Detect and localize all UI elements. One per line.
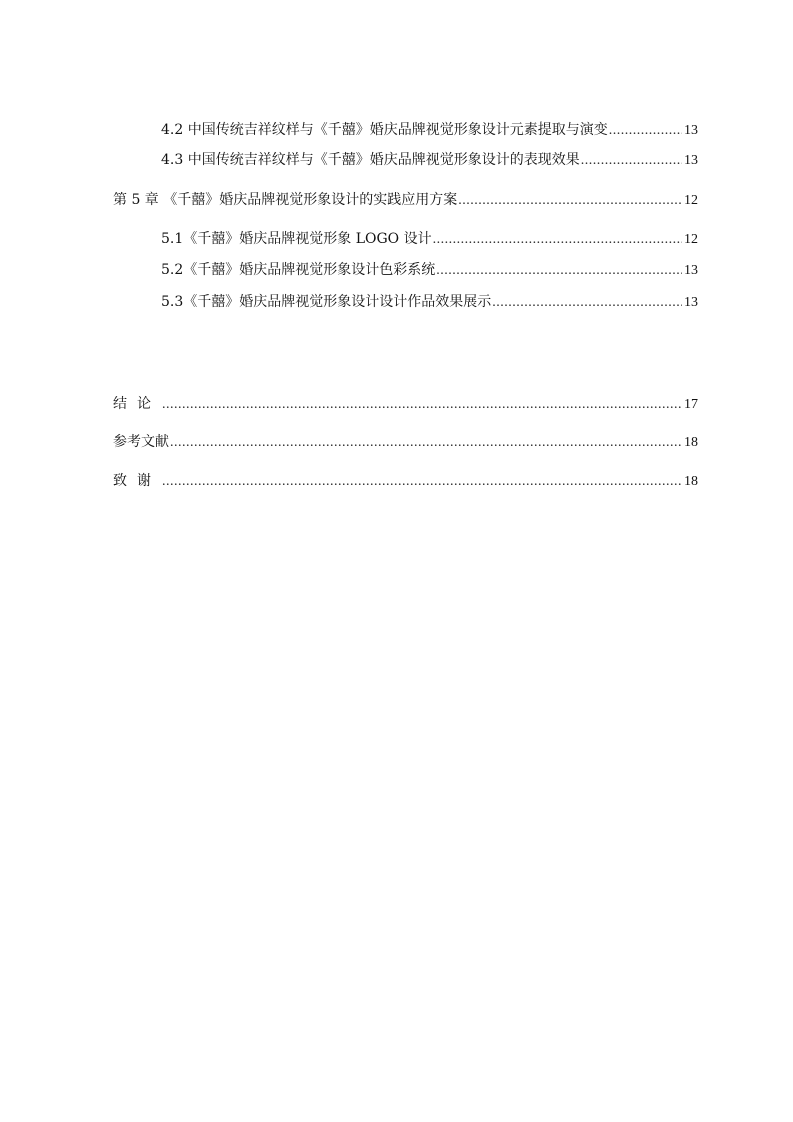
toc-entry-title: 5.1《千囍》婚庆品牌视觉形象 LOGO 设计 [161,231,432,247]
toc-entry-title: 5.3《千囍》婚庆品牌视觉形象设计设计作品效果展示 [161,294,492,310]
toc-entry-4-3 [161,151,698,169]
toc-entry-page-number: 18 [684,435,698,450]
toc-entry-title: 4.3 中国传统吉祥纹样与《千囍》婚庆品牌视觉形象设计的表现效果 [161,152,580,168]
toc-entry-5-2 [161,261,698,279]
toc-entry-page-number: 13 [684,263,698,278]
toc-entry-page-number: 13 [684,153,698,168]
dot-leader [162,396,682,414]
dot-leader [492,294,682,312]
toc-entry-page-number: 12 [684,232,698,247]
dot-leader [458,192,682,210]
dot-leader [433,231,682,249]
toc-entry-5-3 [161,293,698,311]
toc-entry-page-number: 18 [684,474,698,489]
toc-entry-page-number: 17 [684,397,698,412]
toc-entry-page-number: 12 [684,193,698,208]
toc-entry-references [113,433,698,451]
toc-entry-title: 参考文献 [113,434,169,450]
dot-leader [162,473,682,491]
toc-entry-title: 结论 [113,396,161,412]
toc-entry-title: 第 5 章 《千囍》婚庆品牌视觉形象设计的实践应用方案 [113,192,458,208]
toc-entry-page-number: 13 [684,123,698,138]
toc-entry-title: 5.2《千囍》婚庆品牌视觉形象设计色彩系统 [161,262,436,278]
toc-entry-title: 致谢 [113,473,161,489]
toc-entry-5-1 [161,230,698,248]
dot-leader [609,122,682,140]
dot-leader [436,262,682,280]
dot-leader [170,434,682,452]
toc-entry-title: 4.2 中国传统吉祥纹样与《千囍》婚庆品牌视觉形象设计元素提取与演变 [161,122,608,138]
toc-entry-acknowledgements [113,472,698,490]
toc-entry-page-number: 13 [684,295,698,310]
toc-entry-chapter-5 [113,191,698,209]
toc-entry-conclusion [113,395,698,413]
dot-leader [581,152,682,170]
toc-entry-4-2 [161,121,698,139]
